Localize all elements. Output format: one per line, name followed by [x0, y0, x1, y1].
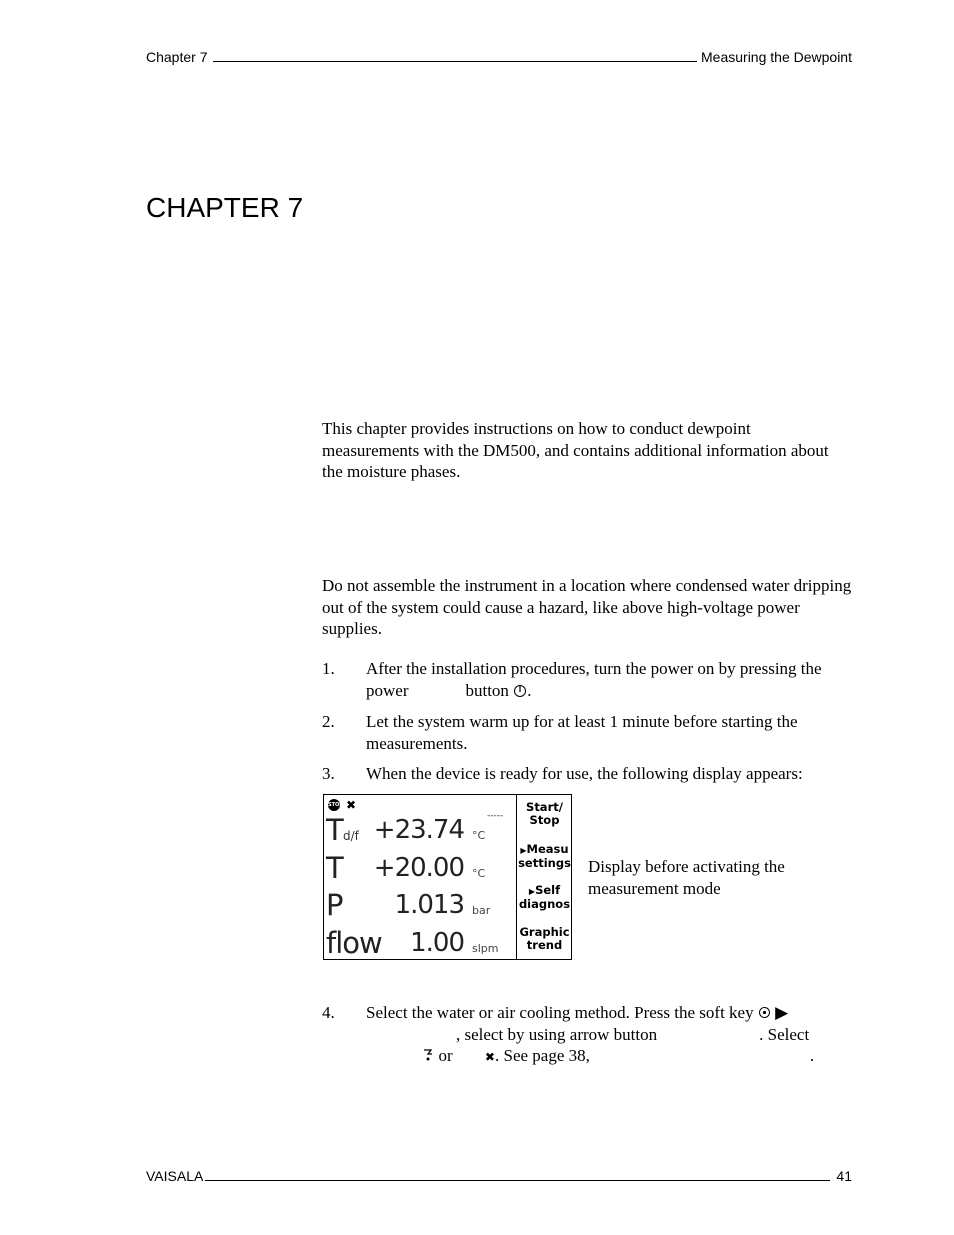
- step-text: Select the water or air cooling method. Press the soft key: [366, 1003, 754, 1022]
- reading-unit: bar: [472, 904, 491, 917]
- step-text: .: [809, 1046, 815, 1066]
- step-number: 2.: [322, 712, 335, 731]
- reading-value: +20.00: [373, 853, 464, 883]
- softkey-column: [517, 795, 572, 959]
- reading-symbol: T: [326, 813, 344, 847]
- footer-company: VAISALA: [146, 1168, 204, 1184]
- reading-value: 1.00: [410, 928, 464, 958]
- step-number: 4.: [322, 1003, 335, 1022]
- footer-rule: [205, 1180, 830, 1181]
- reading-unit: slpm: [472, 942, 499, 955]
- step-text: After the installation procedures, turn the power on by pressing the power: [366, 659, 822, 700]
- step-text: Let the system warm up for at least 1 minute before starting the measurements.: [366, 712, 798, 753]
- reading-value: 1.013: [394, 890, 464, 920]
- dashes-indicator: -----: [487, 811, 504, 821]
- page-header: [146, 49, 852, 65]
- water-cooling-icon: [422, 1046, 434, 1065]
- reading-unit: °C: [472, 867, 486, 880]
- softkey-measure-settings[interactable]: ▶Measu settings: [518, 842, 571, 870]
- stop-icon: STOP: [328, 799, 340, 811]
- step-text: When the device is ready for use, the following display appears:: [366, 764, 803, 783]
- softkey-self-diagnosis[interactable]: ▶Self diagnos: [518, 883, 571, 911]
- softkey-start-stop[interactable]: Start/ Stop: [526, 800, 563, 827]
- step-number: 1.: [322, 659, 335, 678]
- step-text: . Select: [759, 1024, 810, 1044]
- submenu-arrow-icon: ▶: [528, 887, 536, 896]
- step-number: 3.: [322, 764, 335, 783]
- header-section: Measuring the Dewpoint: [701, 49, 852, 65]
- display-caption: Display before activating the measurement mode: [588, 857, 785, 898]
- reading-subscript: d/f: [343, 829, 359, 843]
- step-text: button: [465, 680, 509, 700]
- intro-paragraph: This chapter provides instructions on how to conduct dewpoint measurements with the DM500, and contains additional information about the moisture phases.: [322, 419, 829, 482]
- reading-row: [326, 922, 512, 958]
- step-text: or: [438, 1046, 453, 1066]
- softkey-graphic-trend[interactable]: Graphic trend: [519, 925, 570, 952]
- chapter-title: CHAPTER 7: [146, 192, 304, 223]
- display-readings-area: [324, 795, 517, 959]
- reading-row: [326, 847, 512, 883]
- step-4: [322, 1002, 852, 1072]
- reading-row: [326, 809, 512, 845]
- reading-symbol: T: [326, 851, 344, 885]
- step-text: , select by using arrow button: [456, 1024, 658, 1044]
- device-display: [323, 794, 572, 960]
- page-number: 41: [836, 1168, 852, 1184]
- arrow-right-icon: ▶: [775, 1003, 789, 1022]
- reading-value: +23.74: [373, 815, 464, 845]
- warning-paragraph: Do not assemble the instrument in a location where condensed water dripping out of the system could cause a hazard, like above high-voltage power supplies.: [322, 576, 852, 639]
- power-icon: [513, 681, 527, 700]
- reading-symbol: P: [326, 888, 344, 922]
- air-cooling-icon: ✖: [484, 1050, 495, 1065]
- reading-unit: °C: [472, 829, 486, 842]
- reading-symbol: flow: [326, 926, 382, 960]
- reading-row: [326, 884, 512, 920]
- header-rule: [213, 61, 697, 62]
- step-text: . See page 38,: [494, 1046, 590, 1066]
- header-chapter: Chapter 7: [146, 49, 208, 65]
- submenu-arrow-icon: ▶: [520, 846, 527, 855]
- softkey-icon: [758, 1003, 771, 1022]
- air-cooling-icon: ✖: [346, 798, 357, 812]
- page-footer: [146, 1168, 852, 1184]
